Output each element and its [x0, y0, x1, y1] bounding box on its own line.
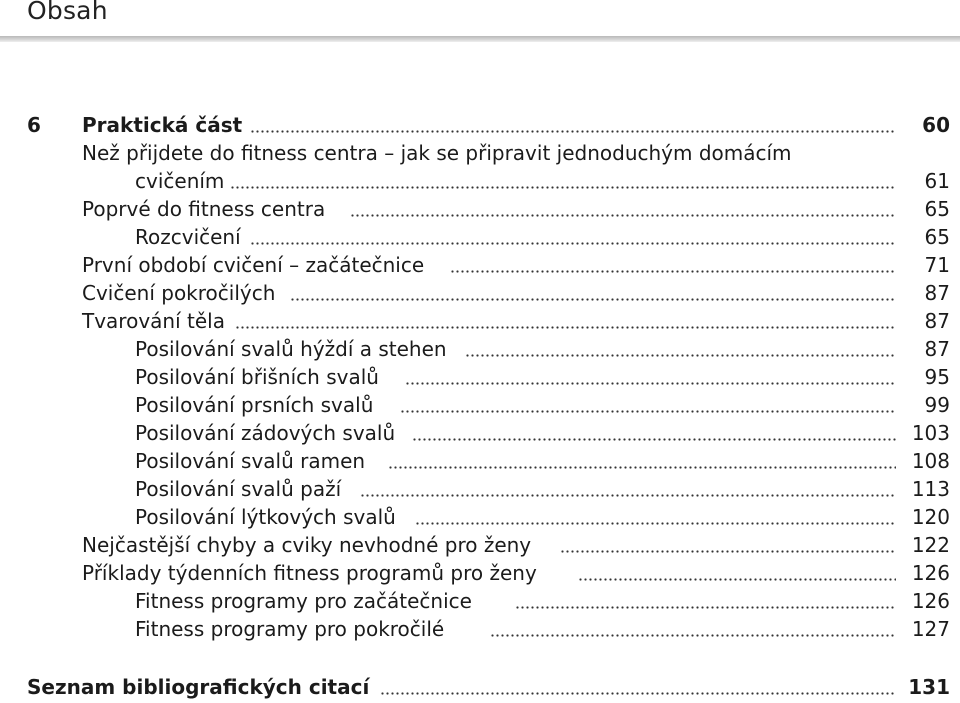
toc-entry-row[interactable] — [0, 363, 960, 391]
dot-leader — [350, 195, 896, 223]
toc-bibliography-row[interactable] — [0, 673, 960, 701]
toc-entry-row[interactable] — [0, 307, 960, 335]
dot-leader — [230, 167, 896, 195]
bibliography-page: 131 — [908, 675, 950, 699]
toc-entry-page: 113 — [911, 477, 950, 501]
toc-entry-page: 65 — [924, 197, 950, 221]
dot-leader — [388, 447, 896, 475]
dot-leader — [465, 335, 896, 363]
dot-leader — [380, 673, 896, 701]
toc-entry-page: 103 — [911, 421, 950, 445]
dot-leader — [290, 279, 896, 307]
toc-entry-row[interactable] — [0, 391, 960, 419]
page-title: Obsah — [27, 0, 108, 25]
toc-entry-label: První období cvičení – začátečnice — [82, 251, 428, 279]
toc-entry-row[interactable] — [0, 335, 960, 363]
toc-entry-row[interactable] — [0, 559, 960, 587]
toc-entry-page: 65 — [924, 225, 950, 249]
toc-entry-page: 127 — [911, 617, 950, 641]
toc-entry-label: Posilování břišních svalů — [135, 363, 383, 391]
dot-leader — [578, 559, 896, 587]
dot-leader — [235, 307, 896, 335]
toc-entry-row[interactable] — [0, 503, 960, 531]
toc-entry-row[interactable] — [0, 223, 960, 251]
bibliography-title: Seznam bibliografických citací — [27, 673, 373, 701]
toc-entry-page: 120 — [911, 505, 950, 529]
toc-entry-label: Tvarování těla — [82, 307, 229, 335]
toc-entry-page: 126 — [911, 589, 950, 613]
toc-entry-page: 87 — [924, 281, 950, 305]
dot-leader — [490, 615, 896, 643]
toc-entry-page: 108 — [911, 449, 950, 473]
toc-entry-page: 99 — [924, 393, 950, 417]
chapter-title: Praktická část — [82, 111, 246, 139]
dot-leader — [360, 475, 896, 503]
toc-entry-page: 95 — [924, 365, 950, 389]
dot-leader — [400, 391, 896, 419]
dot-leader — [415, 503, 896, 531]
toc-entry-label: Poprvé do fitness centra — [82, 195, 329, 223]
toc-entry-label: Posilování prsních svalů — [135, 391, 377, 419]
toc-entry-label: Posilování svalů hýždí a stehen — [135, 335, 451, 363]
toc-entry-row[interactable] — [0, 195, 960, 223]
dot-leader — [450, 251, 896, 279]
toc-entry-label: cvičením — [135, 167, 228, 195]
toc-entry-page: 122 — [911, 533, 950, 557]
toc-entry-page: 61 — [924, 169, 950, 193]
dot-leader — [412, 419, 896, 447]
toc-entry-row[interactable] — [0, 587, 960, 615]
toc-entry-row[interactable] — [0, 251, 960, 279]
toc-entry-row[interactable] — [0, 475, 960, 503]
toc-entry-label: Nejčastější chyby a cviky nevhodné pro ženy — [82, 531, 535, 559]
toc-entry-page: 87 — [924, 309, 950, 333]
toc-entry-row[interactable] — [0, 531, 960, 559]
toc-entry-page: 71 — [924, 253, 950, 277]
dot-leader — [250, 223, 896, 251]
toc-chapter-row[interactable] — [0, 111, 960, 139]
toc-entry-label: Rozcvičení — [135, 223, 245, 251]
toc-entry-label: Cvičení pokročilých — [82, 279, 279, 307]
chapter-page: 60 — [922, 113, 950, 137]
toc-entry-label: Posilování zádových svalů — [135, 419, 399, 447]
toc-entry-label: Než přijdete do fitness centra – jak se připravit jednoduchým domácím — [82, 139, 796, 167]
toc-entry-label: Příklady týdenních fitness programů pro ženy — [82, 559, 541, 587]
toc-entry-page: 126 — [911, 561, 950, 585]
toc-entry-label: Posilování lýtkových svalů — [135, 503, 400, 531]
toc-entry-row[interactable] — [0, 615, 960, 643]
toc-entry-label: Posilování svalů paží — [135, 475, 345, 503]
toc-entry-row[interactable] — [0, 279, 960, 307]
toc-entry-label: Fitness programy pro pokročilé — [135, 615, 448, 643]
toc-entry-row[interactable] — [0, 167, 960, 195]
toc-entry-label: Posilování svalů ramen — [135, 447, 369, 475]
toc-entry-label: Fitness programy pro začátečnice — [135, 587, 476, 615]
chapter-number: 6 — [27, 113, 41, 137]
dot-leader — [515, 587, 896, 615]
dot-leader — [405, 363, 896, 391]
toc-entry-row[interactable] — [0, 139, 960, 167]
dot-leader — [560, 531, 896, 559]
toc-entry-page: 87 — [924, 337, 950, 361]
toc-entry-row[interactable] — [0, 447, 960, 475]
dot-leader — [250, 111, 896, 139]
toc-entry-row[interactable] — [0, 419, 960, 447]
